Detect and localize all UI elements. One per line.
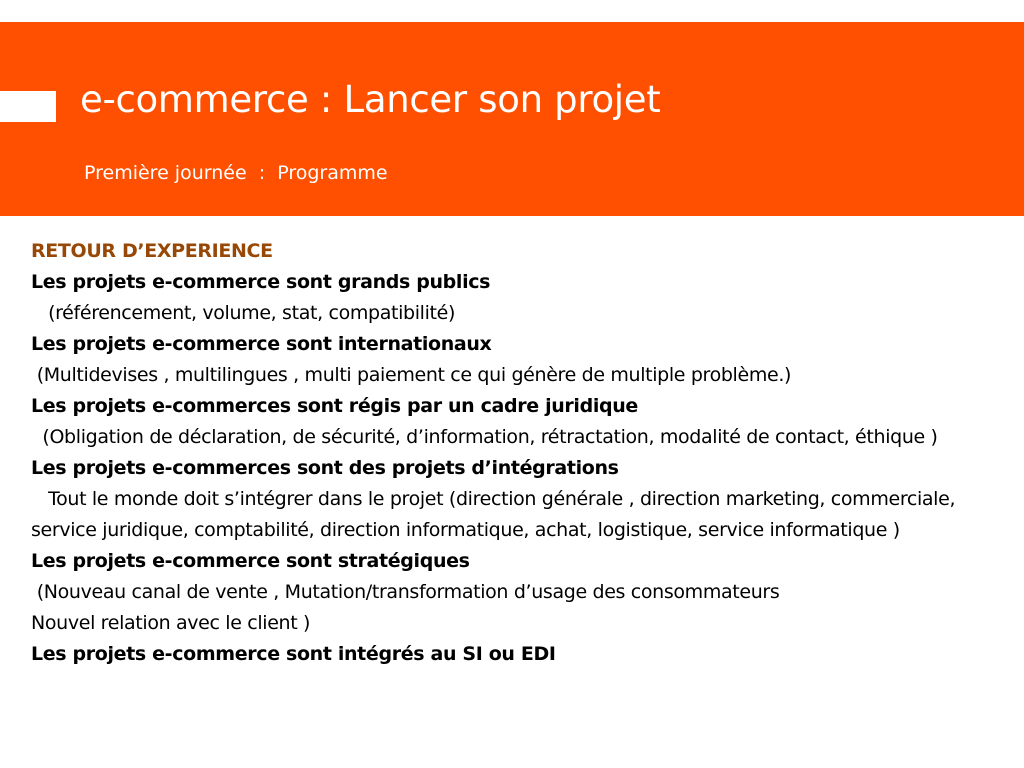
section-detail: Tout le monde doit s’intégrer dans le projet (direction générale , direction marketing, commerciale, service juridique, comptabilité, direction informatique, achat, logistique, service informatique ) xyxy=(31,488,961,541)
section-heading: Les projets e-commerces sont des projets d’intégrations xyxy=(31,457,619,479)
section-detail: Nouvel relation avec le client ) xyxy=(31,612,311,634)
header-accent-bar xyxy=(0,91,56,122)
section-heading: Les projets e-commerce sont grands publics xyxy=(31,271,491,293)
slide-title: e-commerce : Lancer son projet xyxy=(80,78,661,121)
content-lines xyxy=(31,267,971,670)
section-detail: (Multidevises , multilingues , multi paiement ce qui génère de multiple problème.) xyxy=(31,364,792,386)
section-heading: Les projets e-commerce sont stratégiques xyxy=(31,550,470,572)
slide-subtitle: Première journée : Programme xyxy=(84,162,388,184)
slide-content xyxy=(31,236,971,670)
section-detail: (référencement, volume, stat, compatibilité) xyxy=(31,302,456,324)
section-heading: Les projets e-commerce sont intégrés au SI ou EDI xyxy=(31,643,556,665)
section-detail: (Nouveau canal de vente , Mutation/transformation d’usage des consommateurs xyxy=(31,581,780,603)
section-detail: (Obligation de déclaration, de sécurité, d’information, rétractation, modalité de contact, éthique ) xyxy=(31,426,938,448)
section-heading: Les projets e-commerces sont régis par un cadre juridique xyxy=(31,395,638,417)
section-kicker: RETOUR D’EXPERIENCE xyxy=(31,240,273,262)
section-heading: Les projets e-commerce sont internationaux xyxy=(31,333,492,355)
